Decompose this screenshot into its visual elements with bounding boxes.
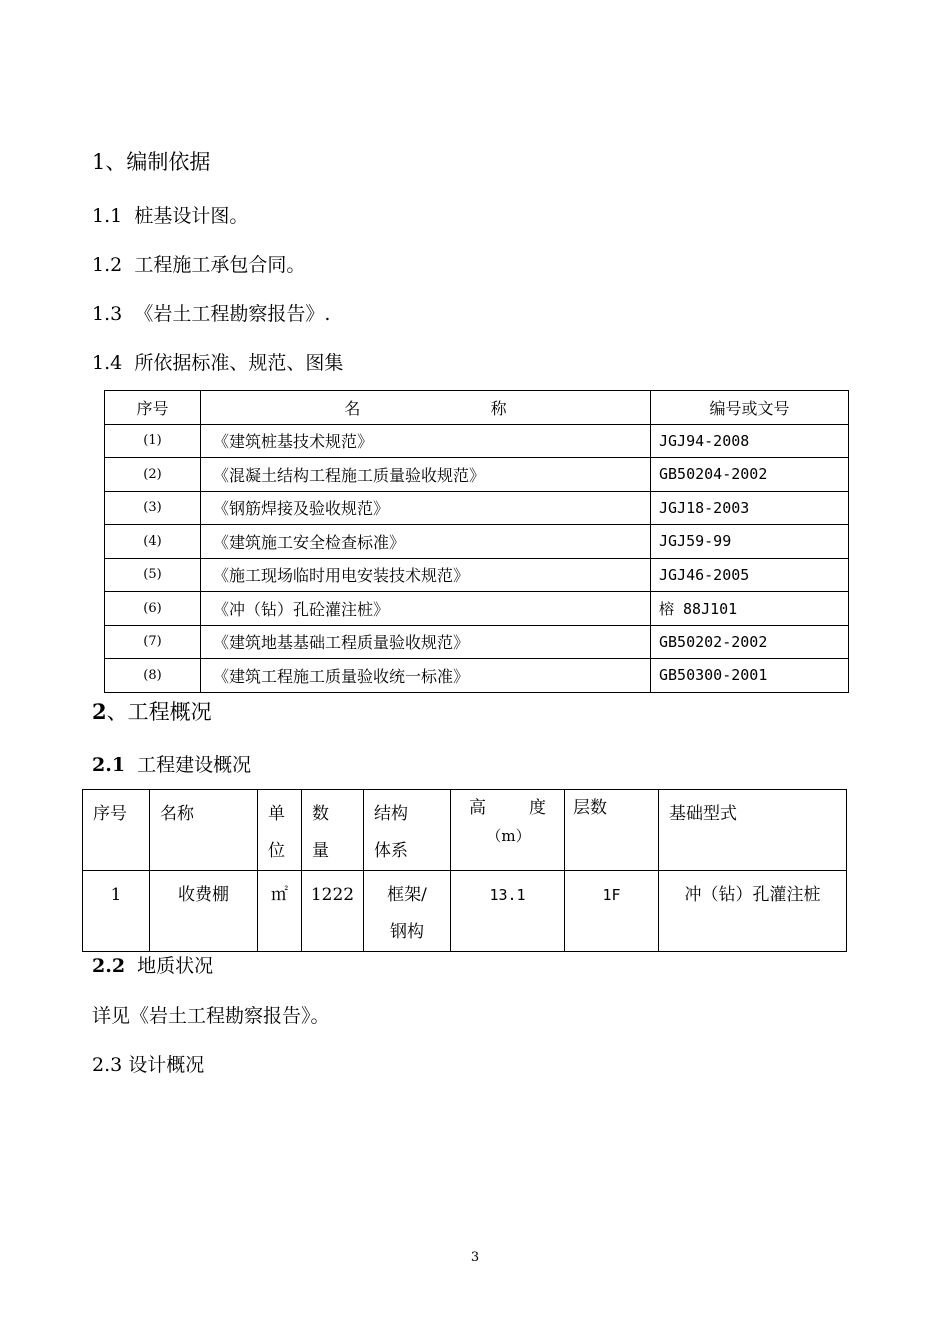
subsection-2-1	[92, 750, 251, 777]
section-2-number: 2	[92, 699, 107, 724]
row-floors: 1F	[565, 871, 659, 952]
table-row	[105, 558, 849, 592]
item-1-3	[92, 299, 330, 326]
row-height: 13.1	[451, 871, 565, 952]
table-row	[105, 491, 849, 525]
section-1-heading: 1、编制依据	[92, 150, 211, 174]
item-text: 桩基设计图。	[134, 205, 249, 227]
header-structure-line-2: 体系	[374, 841, 408, 861]
header-height-unit: （m）	[486, 827, 531, 845]
row-structure-line-1: 框架/	[387, 885, 427, 905]
header-height-char-2: 度	[529, 798, 546, 818]
table-row	[83, 871, 847, 952]
row-name: 收费棚	[150, 871, 258, 952]
item-1-4	[92, 348, 343, 375]
table-row	[105, 592, 849, 626]
row-name: 《施工现场临时用电安装技术规范》	[201, 558, 651, 592]
project-table	[82, 789, 847, 952]
row-structure-line-2: 钢构	[390, 922, 424, 942]
row-index: 1	[83, 871, 150, 952]
page-number: 3	[470, 1250, 480, 1265]
row-code: JGJ59-99	[651, 525, 849, 559]
subsection-number: 2.2	[92, 955, 126, 977]
header-floors: 层数	[565, 790, 659, 871]
subsection-title: 工程建设概况	[137, 754, 252, 776]
item-1-1	[92, 201, 248, 228]
item-number: 1.4	[92, 352, 123, 374]
header-structure-line-1: 结构	[374, 804, 408, 824]
table-header-row	[105, 391, 849, 425]
row-name: 《混凝土结构工程施工质量验收规范》	[201, 458, 651, 492]
row-index: (1)	[105, 424, 201, 458]
table-row	[105, 659, 849, 693]
row-index: (5)	[105, 558, 201, 592]
row-code: GB50202-2002	[651, 625, 849, 659]
row-index: (2)	[105, 458, 201, 492]
header-quantity-line-1: 数	[312, 804, 329, 824]
item-text: 所依据标准、规范、图集	[134, 352, 344, 374]
row-index: (6)	[105, 592, 201, 626]
item-number: 1.1	[92, 205, 123, 227]
header-unit-line-1: 单	[268, 804, 285, 824]
item-number: 1.3	[92, 303, 123, 325]
item-text: 《岩土工程勘察报告》.	[134, 303, 331, 325]
row-index: (7)	[105, 625, 201, 659]
header-name-char-1: 名	[344, 398, 361, 418]
row-code: JGJ46-2005	[651, 558, 849, 592]
header-unit	[258, 790, 302, 871]
row-index: (3)	[105, 491, 201, 525]
subsection-title: 地质状况	[137, 955, 214, 977]
row-name: 《建筑施工安全检查标准》	[201, 525, 651, 559]
row-name: 《建筑工程施工质量验收统一标准》	[201, 659, 651, 693]
section-2-title: 、工程概况	[106, 700, 212, 724]
header-name: 名称	[150, 790, 258, 871]
row-index: (8)	[105, 659, 201, 693]
table-row	[105, 458, 849, 492]
subsection-number: 2.1	[92, 754, 126, 776]
header-code: 编号或文号	[651, 391, 849, 425]
row-foundation: 冲（钻）孔灌注桩	[659, 871, 847, 952]
header-index: 序号	[83, 790, 150, 871]
header-height-char-1: 高	[469, 798, 486, 818]
section-2-heading	[92, 696, 212, 726]
standards-table	[104, 390, 849, 693]
subsection-2-2-body: 详见《岩土工程勘察报告》。	[92, 1005, 330, 1027]
row-code: GB50204-2002	[651, 458, 849, 492]
table-row	[105, 625, 849, 659]
row-code: 榕 88J101	[651, 592, 849, 626]
header-quantity-line-2: 量	[312, 841, 329, 861]
row-code: JGJ18-2003	[651, 491, 849, 525]
header-height	[451, 790, 565, 871]
header-name	[201, 391, 651, 425]
row-quantity: 1222	[302, 871, 364, 952]
row-index: (4)	[105, 525, 201, 559]
item-1-2	[92, 250, 305, 277]
row-name: 《建筑桩基技术规范》	[201, 424, 651, 458]
header-unit-line-2: 位	[268, 841, 285, 861]
header-quantity	[302, 790, 364, 871]
header-height-line-1	[461, 794, 556, 822]
row-code: JGJ94-2008	[651, 424, 849, 458]
item-number: 1.2	[92, 254, 123, 276]
row-structure	[364, 871, 451, 952]
subsection-2-2	[92, 951, 213, 978]
table-row	[105, 424, 849, 458]
row-unit: ㎡	[258, 871, 302, 952]
header-name-char-2: 称	[490, 398, 507, 418]
row-name: 《建筑地基基础工程质量验收规范》	[201, 625, 651, 659]
subsection-2-3: 2.3 设计概况	[92, 1054, 205, 1076]
row-name: 《钢筋焊接及验收规范》	[201, 491, 651, 525]
row-name: 《冲（钻）孔砼灌注桩》	[201, 592, 651, 626]
header-index: 序号	[105, 391, 201, 425]
item-text: 工程施工承包合同。	[134, 254, 306, 276]
header-structure	[364, 790, 451, 871]
row-code: GB50300-2001	[651, 659, 849, 693]
table-header-row	[83, 790, 847, 871]
table-row	[105, 525, 849, 559]
header-foundation: 基础型式	[659, 790, 847, 871]
